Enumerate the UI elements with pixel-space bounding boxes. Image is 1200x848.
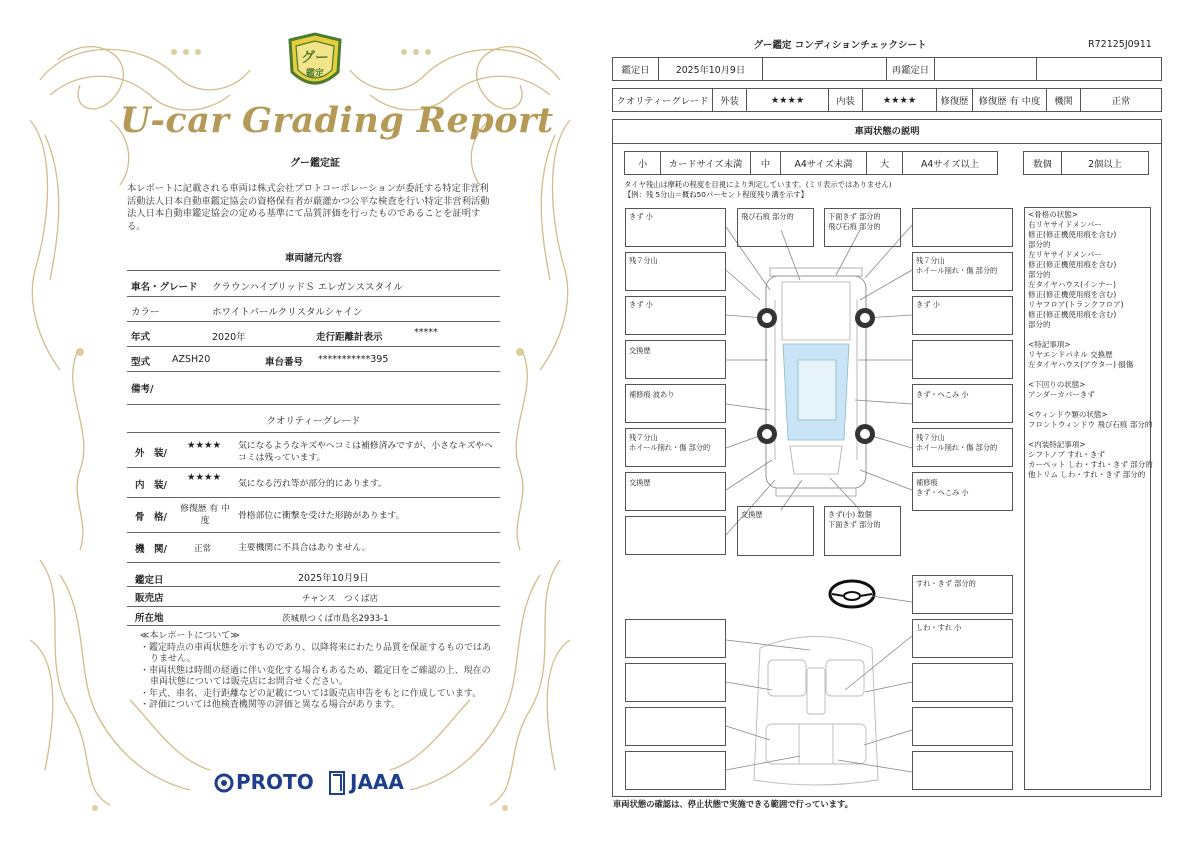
engine-label: 機関: [1047, 89, 1081, 112]
int-note-right-2: [912, 663, 1013, 702]
int-note-left-2: [625, 663, 726, 702]
size-large-desc: A4サイズ以上: [903, 152, 998, 175]
grade-row: [612, 88, 1162, 112]
exterior-label: 外装: [713, 89, 747, 112]
note-item: ・車両状態は時間の経過に伴い変化する場合もあるため、鑑定日をご確認の上、現在の車両状態については販売店にお問合せください。: [140, 665, 491, 687]
frame-desc: 骨格部位に衝撃を受けた形跡があります。: [238, 511, 405, 521]
interior-label: 内 装/: [135, 480, 167, 491]
history-label: 修復歴: [937, 89, 973, 112]
interior-label: 内装: [829, 89, 863, 112]
divider: [127, 625, 500, 626]
svg-text:鑑定: 鑑定: [305, 69, 325, 79]
exterior-value: ★★★★: [747, 89, 829, 112]
date-label: 鑑定日: [135, 575, 164, 586]
count-legend: [1023, 151, 1149, 175]
tire-example: 【例：残 5分山＝概ね50パーセント程度残り溝を示す】: [624, 190, 808, 199]
check-date-label: 鑑定日: [613, 58, 659, 81]
year-value: 2020年: [212, 332, 246, 343]
ext-note-front-1: 飛び石痕 部分的: [737, 208, 814, 247]
int-note-left-3: [625, 707, 726, 746]
divider: [127, 270, 500, 271]
exterior-desc: 気になるようなキズやヘコミは補修済みですが、小さなキズやヘコミは残っています。: [238, 441, 493, 463]
color-label: カラー: [131, 307, 160, 318]
mileage-label: 走行距離計表示: [316, 332, 383, 343]
ext-note-rear-2: きず(小) 数個 下面きず 部分的: [824, 506, 901, 556]
date-value: 2025年10月9日: [298, 573, 369, 584]
notes-heading: ≪本レポートについて≫: [140, 631, 240, 641]
blank-cell: [763, 58, 887, 81]
interior-stars: ★★★★: [187, 472, 222, 483]
condition-heading: 車両状態の説明: [612, 119, 1162, 144]
report-notes: [140, 631, 496, 712]
ext-note-right-7: 補修痕 きず・へこみ 小: [912, 472, 1013, 511]
ext-note-left-2: 残７分山: [625, 252, 726, 291]
check-date-value: 2025年10月9日: [659, 58, 763, 81]
int-note-right-1: しわ・すれ 小: [912, 619, 1013, 658]
address-label: 所在地: [135, 613, 164, 624]
count-label: 数個: [1024, 152, 1062, 175]
divider: [127, 371, 500, 372]
count-value: 2個以上: [1062, 152, 1149, 175]
ext-note-left-1: きず 小: [625, 208, 726, 247]
ext-note-left-5: 補修痕 波あり: [625, 384, 726, 423]
divider: [127, 497, 500, 498]
divider: [127, 432, 500, 433]
size-small: 小: [625, 152, 661, 175]
interior-value: ★★★★: [863, 89, 937, 112]
ext-note-right-6: 残７分山 ホイール削れ・傷 部分的: [912, 428, 1013, 467]
note-item: ・年式、車名、走行距離などの記載については販売店申告をもとに作成しています。: [140, 688, 482, 699]
report-title: U-car Grading Report: [120, 100, 554, 141]
int-note-left-4: [625, 751, 726, 790]
year-label: 年式: [131, 332, 151, 343]
ext-note-left-3: きず 小: [625, 296, 726, 335]
ext-note-left-4: 交換歴: [625, 340, 726, 379]
divider: [127, 321, 500, 322]
engine-desc: 主要機関に不具合はありません。: [238, 543, 371, 553]
specs-heading: 車両諸元内容: [284, 253, 342, 264]
goo-shield-icon: [284, 32, 346, 92]
size-large: 大: [867, 152, 903, 175]
color-value: ホワイトパールクリスタルシャイン: [212, 307, 363, 318]
exterior-label: 外 装/: [135, 448, 167, 459]
interior-desc: 気になる汚れ等が部分的にあります。: [238, 479, 387, 489]
divider: [127, 586, 500, 587]
proto-brand: PROTO: [236, 770, 314, 794]
chassis-value: ***********395: [318, 354, 389, 365]
proto-logo-icon: [214, 771, 234, 795]
ext-note-front-2: 下面きず 部分的 飛び石痕 部分的: [824, 208, 901, 247]
ext-note-right-5: きず・へこみ 小: [912, 384, 1013, 423]
certificate-intro: 本レポートに記載される車両は株式会社プロトコーポレーションが委託する特定非営利活動法人日本自動車鑑定協会の資格保有者が厳灌かつ公平な検査を行い特定非営利活動法人日本自動車鑑定協会の定める基準にて品質評価を行ったものであることを証明する。: [127, 183, 490, 232]
size-small-desc: カードサイズ未満: [661, 152, 751, 175]
recheck-date-value: [935, 58, 1037, 81]
engine-value: 正常: [1081, 89, 1162, 112]
ext-note-right-1: [912, 208, 1013, 247]
model-value: AZSH20: [172, 354, 211, 365]
recheck-date-label: 再鑑定日: [887, 58, 935, 81]
sheet-title: グー鑑定 コンディションチェックシート: [753, 40, 927, 51]
history-value: 修復歴 有 中度: [973, 89, 1047, 112]
ext-note-left-7: 交換歴: [625, 472, 726, 511]
engine-value: 正常: [194, 544, 212, 554]
exterior-stars: ★★★★: [187, 440, 222, 451]
sheet-id: R72125J0911: [1088, 39, 1152, 50]
blank-cell: [1037, 58, 1162, 81]
date-row: [612, 57, 1162, 81]
ext-note-right-4: [912, 340, 1013, 379]
certificate-subtitle: グー鑑定証: [290, 158, 340, 169]
divider: [127, 532, 500, 533]
shop-value: チャンス つくば店: [302, 594, 378, 604]
car-name-label: 車名・グレード: [131, 282, 198, 293]
model-label: 型式: [131, 357, 151, 368]
tire-note: タイヤ残山は摩耗の程度を目視により判定しています。(ミリ表示ではありません): [624, 180, 892, 189]
shop-label: 販売店: [135, 593, 164, 604]
quality-grade-label: クオリティーグレード: [613, 89, 713, 112]
mileage-value: *****: [414, 327, 438, 338]
divider: [127, 346, 500, 347]
note-item: ・鑑定時点の車両状態を示すものであり、以降将来にわたり品質を保証するものではありません。: [140, 642, 492, 664]
ext-note-left-8: [625, 516, 726, 555]
note-item: ・評価については他検査機関等の評価と異なる場合があります。: [140, 700, 401, 710]
frame-label: 骨 格/: [135, 512, 167, 523]
condition-check-sheet: [600, 0, 1200, 848]
divider: [127, 404, 500, 405]
address-value: 茨城県つくば市島名2933-1: [282, 614, 389, 624]
divider: [127, 562, 500, 563]
int-note-left-1: [625, 619, 726, 658]
jaaa-logo-icon: [328, 770, 346, 796]
size-mid-desc: A4サイズ未満: [781, 152, 867, 175]
jaaa-brand: JAAA: [350, 770, 404, 794]
car-name-value: クラウンハイブリッドＳ エレガンススタイル: [212, 282, 403, 293]
condition-notes-panel: [1024, 207, 1151, 790]
divider: [127, 296, 500, 297]
svg-text:グー: グー: [301, 50, 329, 66]
size-mid: 中: [751, 152, 781, 175]
goo-kantei-logo: [284, 32, 346, 92]
int-note-right-4: [912, 751, 1013, 790]
quality-heading: クオリティーグレード: [266, 416, 361, 427]
ext-note-left-6: 残７分山 ホイール削れ・傷 部分的: [625, 428, 726, 467]
int-note-steering: すれ・きず 部分的: [912, 575, 1013, 614]
remarks-label: 備考/: [131, 384, 154, 395]
engine-label: 機 関/: [135, 544, 167, 555]
size-legend: [624, 151, 998, 175]
divider: [127, 467, 500, 468]
frame-value: 修復歴 有 中度: [180, 504, 230, 526]
divider: [127, 606, 500, 607]
ext-note-rear-1: 交換歴: [737, 506, 814, 556]
ext-note-right-3: きず 小: [912, 296, 1013, 335]
sheet-footer: 車両状態の確認は、停止状態で実施できる範囲で行っています。: [613, 799, 853, 809]
chassis-label: 車台番号: [265, 357, 304, 368]
ext-note-right-2: 残７分山 ホイール削れ・傷 部分的: [912, 252, 1013, 291]
int-note-right-3: [912, 707, 1013, 746]
side-notes-list: <骨格の状態> 右リヤサイドメンバー 修正(修正機使用痕を含む) 部分的 左リヤサイドメンバー 修正(修正機使用痕を含む) 部分的 左タイヤハウス(インナー) 修正(修正機使用痕を含む) リヤフロア(トランクフロア) 修正(修正機使用痕を含む) 部分的 <特記事項> リヤエンドパネル 交換歴 左タイヤハウス(アウター) 損傷 <下回りの状態> アンダーカバーきず <ウィンドウ類の状態> フロントウィンドウ 飛び石痕 部分的 <内装特記事項> シフトノブ すれ・きず カーペット しわ・すれ・きず 部分的 他トリム しわ・すれ・きず 部分的: [1028, 210, 1153, 479]
